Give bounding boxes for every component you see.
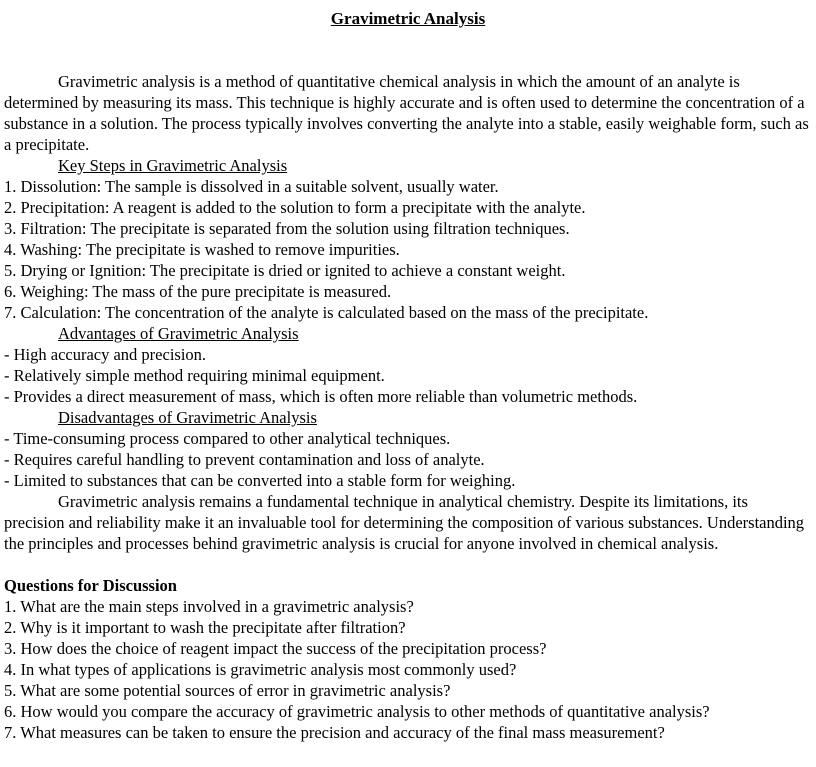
key-steps-heading: Key Steps in Gravimetric Analysis <box>58 156 288 175</box>
intro-paragraph: Gravimetric analysis is a method of quantitative chemical analysis in which the amount of an analyte is determined by measuring its mass. This technique is highly accurate and is often used to determine the concentration of a substance in a solution. The process typically involves converting the analyte into a stable, easily weighable form, such as a precipitate. <box>4 72 809 154</box>
list-item: 7. What measures can be taken to ensure the precision and accuracy of the final mass measurement? <box>4 723 665 742</box>
list-item: 5. Drying or Ignition: The precipitate is dried or ignited to achieve a constant weight. <box>4 261 566 280</box>
list-item: 1. Dissolution: The sample is dissolved in a suitable solvent, usually water. <box>4 177 499 196</box>
list-item: 2. Why is it important to wash the precipitate after filtration? <box>4 618 406 637</box>
list-item: - Time-consuming process compared to other analytical techniques. <box>4 429 451 448</box>
list-item: 5. What are some potential sources of error in gravimetric analysis? <box>4 681 451 700</box>
conclusion-paragraph: Gravimetric analysis remains a fundamental technique in analytical chemistry. Despite its limitations, its precision and reliability make it an invaluable tool for determining the composition of various substances. Understanding the principles and processes behind gravimetric analysis is crucial for anyone involved in chemical analysis. <box>4 492 805 553</box>
list-item: - Requires careful handling to prevent contamination and loss of analyte. <box>4 450 485 469</box>
title-spacer <box>4 29 812 71</box>
advantages-heading: Advantages of Gravimetric Analysis <box>58 324 299 343</box>
document-page <box>4 8 812 743</box>
questions-heading: Questions for Discussion <box>4 576 177 595</box>
disadvantages-list <box>4 428 812 491</box>
list-item: - High accuracy and precision. <box>4 345 207 364</box>
list-item: - Relatively simple method requiring minimal equipment. <box>4 366 385 385</box>
list-item: 3. How does the choice of reagent impact the success of the precipitation process? <box>4 639 547 658</box>
list-item: 4. Washing: The precipitate is washed to remove impurities. <box>4 240 400 259</box>
questions-list <box>4 596 812 743</box>
list-item: 1. What are the main steps involved in a gravimetric analysis? <box>4 597 414 616</box>
document-title: Gravimetric Analysis <box>330 9 486 28</box>
list-item: - Limited to substances that can be converted into a stable form for weighing. <box>4 471 516 490</box>
list-item: - Provides a direct measurement of mass, which is often more reliable than volumetric methods. <box>4 387 638 406</box>
section-spacer <box>4 554 812 575</box>
list-item: 6. Weighing: The mass of the pure precipitate is measured. <box>4 282 392 301</box>
list-item: 4. In what types of applications is gravimetric analysis most commonly used? <box>4 660 517 679</box>
list-item: 7. Calculation: The concentration of the analyte is calculated based on the mass of the precipitate. <box>4 303 649 322</box>
list-item: 3. Filtration: The precipitate is separated from the solution using filtration techniques. <box>4 219 570 238</box>
disadvantages-heading: Disadvantages of Gravimetric Analysis <box>58 408 317 427</box>
list-item: 2. Precipitation: A reagent is added to the solution to form a precipitate with the analyte. <box>4 198 586 217</box>
list-item: 6. How would you compare the accuracy of gravimetric analysis to other methods of quantitative analysis? <box>4 702 710 721</box>
advantages-list <box>4 344 812 407</box>
key-steps-list <box>4 176 812 323</box>
